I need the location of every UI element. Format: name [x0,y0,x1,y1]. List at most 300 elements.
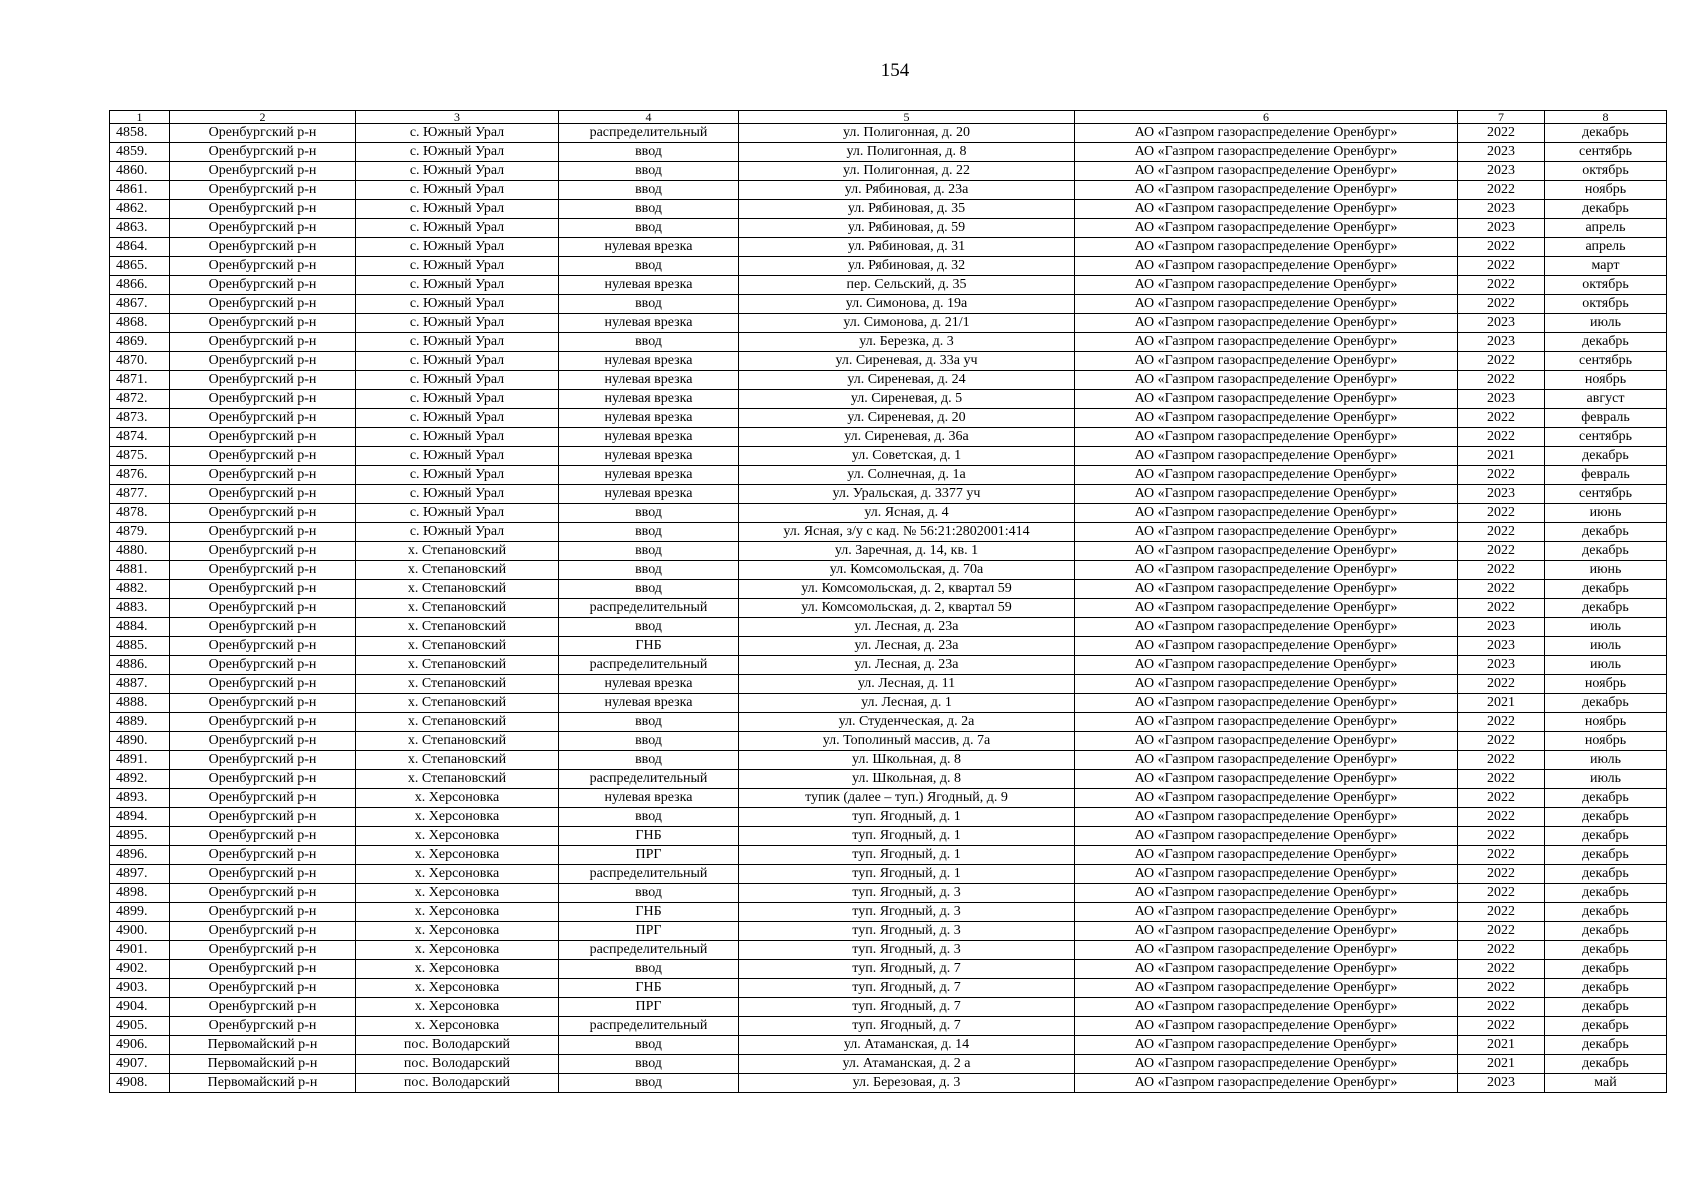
column-header: 6 [1075,111,1458,124]
month-cell: сентябрь [1545,143,1667,162]
district-cell: Оренбургский р-н [170,561,356,580]
operator-cell: АО «Газпром газораспределение Оренбург» [1075,1017,1458,1036]
operator-cell: АО «Газпром газораспределение Оренбург» [1075,827,1458,846]
settlement-cell: х. Степановский [356,542,559,561]
year-cell: 2021 [1458,1055,1545,1074]
operator-cell: АО «Газпром газораспределение Оренбург» [1075,960,1458,979]
district-cell: Оренбургский р-н [170,998,356,1017]
column-header: 7 [1458,111,1545,124]
settlement-cell: с. Южный Урал [356,200,559,219]
district-cell: Первомайский р-н [170,1055,356,1074]
connection-type-cell: распределительный [559,656,739,675]
connection-type-cell: ввод [559,1036,739,1055]
year-cell: 2022 [1458,580,1545,599]
row-number-cell: 4906. [110,1036,170,1055]
address-cell: ул. Комсомольская, д. 2, квартал 59 [739,580,1075,599]
connection-type-cell: ввод [559,181,739,200]
month-cell: декабрь [1545,580,1667,599]
operator-cell: АО «Газпром газораспределение Оренбург» [1075,903,1458,922]
address-cell: туп. Ягодный, д. 3 [739,903,1075,922]
month-cell: декабрь [1545,941,1667,960]
month-cell: ноябрь [1545,181,1667,200]
month-cell: ноябрь [1545,713,1667,732]
table-row [110,143,1667,162]
address-cell: ул. Симонова, д. 19а [739,295,1075,314]
table-row [110,542,1667,561]
settlement-cell: х. Степановский [356,751,559,770]
operator-cell: АО «Газпром газораспределение Оренбург» [1075,143,1458,162]
table-row [110,694,1667,713]
address-cell: ул. Лесная, д. 23а [739,656,1075,675]
address-cell: ул. Полигонная, д. 22 [739,162,1075,181]
address-cell: ул. Сиреневая, д. 24 [739,371,1075,390]
address-cell: ул. Тополиный массив, д. 7а [739,732,1075,751]
row-number-cell: 4902. [110,960,170,979]
connection-type-cell: распределительный [559,941,739,960]
month-cell: декабрь [1545,333,1667,352]
column-header: 8 [1545,111,1667,124]
year-cell: 2022 [1458,1017,1545,1036]
connection-type-cell: распределительный [559,599,739,618]
district-cell: Оренбургский р-н [170,523,356,542]
operator-cell: АО «Газпром газораспределение Оренбург» [1075,1055,1458,1074]
address-cell: ул. Рябиновая, д. 32 [739,257,1075,276]
district-cell: Оренбургский р-н [170,713,356,732]
connection-type-cell: ввод [559,542,739,561]
year-cell: 2022 [1458,751,1545,770]
address-cell: ул. Ясная, з/у с кад. № 56:21:2802001:414 [739,523,1075,542]
operator-cell: АО «Газпром газораспределение Оренбург» [1075,808,1458,827]
month-cell: декабрь [1545,789,1667,808]
table-row [110,865,1667,884]
month-cell: февраль [1545,409,1667,428]
operator-cell: АО «Газпром газораспределение Оренбург» [1075,352,1458,371]
address-cell: туп. Ягодный, д. 1 [739,827,1075,846]
month-cell: декабрь [1545,922,1667,941]
row-number-cell: 4904. [110,998,170,1017]
district-cell: Оренбургский р-н [170,295,356,314]
year-cell: 2022 [1458,960,1545,979]
operator-cell: АО «Газпром газораспределение Оренбург» [1075,523,1458,542]
connection-type-cell: ввод [559,143,739,162]
month-cell: июль [1545,656,1667,675]
month-cell: ноябрь [1545,371,1667,390]
operator-cell: АО «Газпром газораспределение Оренбург» [1075,979,1458,998]
district-cell: Оренбургский р-н [170,618,356,637]
month-cell: декабрь [1545,447,1667,466]
row-number-cell: 4864. [110,238,170,257]
address-cell: ул. Комсомольская, д. 70а [739,561,1075,580]
address-cell: ул. Сиреневая, д. 33а уч [739,352,1075,371]
month-cell: март [1545,257,1667,276]
connection-type-cell: ввод [559,523,739,542]
month-cell: июль [1545,314,1667,333]
operator-cell: АО «Газпром газораспределение Оренбург» [1075,599,1458,618]
address-cell: ул. Школьная, д. 8 [739,751,1075,770]
connection-type-cell: ввод [559,618,739,637]
connection-type-cell: нулевая врезка [559,485,739,504]
month-cell: октябрь [1545,276,1667,295]
row-number-cell: 4867. [110,295,170,314]
table-row [110,276,1667,295]
year-cell: 2022 [1458,808,1545,827]
row-number-cell: 4877. [110,485,170,504]
district-cell: Оренбургский р-н [170,371,356,390]
address-cell: ул. Рябиновая, д. 31 [739,238,1075,257]
connection-type-cell: нулевая врезка [559,694,739,713]
year-cell: 2022 [1458,903,1545,922]
connection-type-cell: ввод [559,219,739,238]
month-cell: декабрь [1545,523,1667,542]
operator-cell: АО «Газпром газораспределение Оренбург» [1075,390,1458,409]
year-cell: 2021 [1458,1036,1545,1055]
address-cell: ул. Ясная, д. 4 [739,504,1075,523]
settlement-cell: х. Херсоновка [356,941,559,960]
settlement-cell: х. Степановский [356,618,559,637]
connection-type-cell: нулевая врезка [559,352,739,371]
year-cell: 2022 [1458,352,1545,371]
settlement-cell: с. Южный Урал [356,390,559,409]
connection-type-cell: нулевая врезка [559,371,739,390]
table-row [110,618,1667,637]
table-row [110,200,1667,219]
operator-cell: АО «Газпром газораспределение Оренбург» [1075,485,1458,504]
settlement-cell: с. Южный Урал [356,295,559,314]
table-row [110,523,1667,542]
year-cell: 2022 [1458,257,1545,276]
connection-type-cell: ввод [559,162,739,181]
operator-cell: АО «Газпром газораспределение Оренбург» [1075,409,1458,428]
table-row [110,238,1667,257]
row-number-cell: 4876. [110,466,170,485]
table-row [110,979,1667,998]
table-row [110,580,1667,599]
settlement-cell: х. Степановский [356,770,559,789]
row-number-cell: 4900. [110,922,170,941]
operator-cell: АО «Газпром газораспределение Оренбург» [1075,314,1458,333]
address-cell: туп. Ягодный, д. 7 [739,998,1075,1017]
operator-cell: АО «Газпром газораспределение Оренбург» [1075,637,1458,656]
table-row [110,732,1667,751]
column-header: 4 [559,111,739,124]
connection-type-cell: ПРГ [559,998,739,1017]
year-cell: 2022 [1458,466,1545,485]
year-cell: 2022 [1458,523,1545,542]
settlement-cell: х. Степановский [356,561,559,580]
district-cell: Оренбургский р-н [170,751,356,770]
year-cell: 2023 [1458,143,1545,162]
address-cell: туп. Ягодный, д. 1 [739,846,1075,865]
operator-cell: АО «Газпром газораспределение Оренбург» [1075,333,1458,352]
district-cell: Оренбургский р-н [170,390,356,409]
address-cell: ул. Заречная, д. 14, кв. 1 [739,542,1075,561]
district-cell: Оренбургский р-н [170,276,356,295]
month-cell: декабрь [1545,865,1667,884]
column-header: 5 [739,111,1075,124]
district-cell: Оренбургский р-н [170,599,356,618]
settlement-cell: с. Южный Урал [356,238,559,257]
address-cell: ул. Полигонная, д. 8 [739,143,1075,162]
year-cell: 2022 [1458,561,1545,580]
district-cell: Оренбургский р-н [170,637,356,656]
address-cell: ул. Березовая, д. 3 [739,1074,1075,1093]
table-row [110,808,1667,827]
table-row [110,713,1667,732]
year-cell: 2023 [1458,162,1545,181]
month-cell: декабрь [1545,1017,1667,1036]
district-cell: Оренбургский р-н [170,865,356,884]
settlement-cell: с. Южный Урал [356,523,559,542]
settlement-cell: х. Степановский [356,637,559,656]
settlement-cell: х. Степановский [356,599,559,618]
operator-cell: АО «Газпром газораспределение Оренбург» [1075,181,1458,200]
table-row [110,504,1667,523]
connection-type-cell: нулевая врезка [559,447,739,466]
month-cell: июль [1545,618,1667,637]
operator-cell: АО «Газпром газораспределение Оренбург» [1075,124,1458,143]
settlement-cell: х. Херсоновка [356,827,559,846]
month-cell: май [1545,1074,1667,1093]
row-number-cell: 4908. [110,1074,170,1093]
connection-type-cell: ГНБ [559,903,739,922]
district-cell: Оренбургский р-н [170,770,356,789]
month-cell: декабрь [1545,808,1667,827]
address-cell: туп. Ягодный, д. 1 [739,865,1075,884]
address-cell: ул. Школьная, д. 8 [739,770,1075,789]
year-cell: 2021 [1458,447,1545,466]
row-number-cell: 4863. [110,219,170,238]
settlement-cell: с. Южный Урал [356,504,559,523]
settlement-cell: х. Херсоновка [356,979,559,998]
operator-cell: АО «Газпром газораспределение Оренбург» [1075,751,1458,770]
table-row [110,466,1667,485]
row-number-cell: 4859. [110,143,170,162]
month-cell: декабрь [1545,1055,1667,1074]
year-cell: 2023 [1458,390,1545,409]
operator-cell: АО «Газпром газораспределение Оренбург» [1075,1074,1458,1093]
district-cell: Оренбургский р-н [170,694,356,713]
column-header: 1 [110,111,170,124]
settlement-cell: с. Южный Урал [356,143,559,162]
row-number-cell: 4881. [110,561,170,580]
month-cell: декабрь [1545,599,1667,618]
district-cell: Оренбургский р-н [170,960,356,979]
district-cell: Оренбургский р-н [170,504,356,523]
district-cell: Оренбургский р-н [170,219,356,238]
month-cell: декабрь [1545,124,1667,143]
address-cell: туп. Ягодный, д. 7 [739,1017,1075,1036]
year-cell: 2023 [1458,618,1545,637]
year-cell: 2022 [1458,770,1545,789]
table-row [110,447,1667,466]
operator-cell: АО «Газпром газораспределение Оренбург» [1075,447,1458,466]
row-number-cell: 4889. [110,713,170,732]
address-cell: туп. Ягодный, д. 3 [739,922,1075,941]
settlement-cell: х. Степановский [356,713,559,732]
operator-cell: АО «Газпром газораспределение Оренбург» [1075,884,1458,903]
address-cell: ул. Атаманская, д. 2 а [739,1055,1075,1074]
connection-type-cell: ввод [559,333,739,352]
district-cell: Оренбургский р-н [170,941,356,960]
settlement-cell: с. Южный Урал [356,333,559,352]
connection-type-cell: распределительный [559,865,739,884]
operator-cell: АО «Газпром газораспределение Оренбург» [1075,998,1458,1017]
settlement-cell: х. Херсоновка [356,922,559,941]
district-cell: Оренбургский р-н [170,200,356,219]
operator-cell: АО «Газпром газораспределение Оренбург» [1075,295,1458,314]
table-row [110,295,1667,314]
settlement-cell: х. Херсоновка [356,884,559,903]
district-cell: Оренбургский р-н [170,542,356,561]
table-row [110,903,1667,922]
settlement-cell: х. Херсоновка [356,998,559,1017]
row-number-cell: 4862. [110,200,170,219]
table-row [110,352,1667,371]
connection-type-cell: нулевая врезка [559,390,739,409]
year-cell: 2022 [1458,238,1545,257]
address-cell: туп. Ягодный, д. 3 [739,884,1075,903]
district-cell: Оренбургский р-н [170,409,356,428]
table-row [110,428,1667,447]
connection-type-cell: распределительный [559,124,739,143]
district-cell: Оренбургский р-н [170,238,356,257]
row-number-cell: 4874. [110,428,170,447]
district-cell: Оренбургский р-н [170,884,356,903]
year-cell: 2022 [1458,504,1545,523]
district-cell: Оренбургский р-н [170,124,356,143]
year-cell: 2023 [1458,637,1545,656]
settlement-cell: с. Южный Урал [356,466,559,485]
row-number-cell: 4901. [110,941,170,960]
table-row [110,390,1667,409]
operator-cell: АО «Газпром газораспределение Оренбург» [1075,504,1458,523]
operator-cell: АО «Газпром газораспределение Оренбург» [1075,276,1458,295]
row-number-cell: 4884. [110,618,170,637]
operator-cell: АО «Газпром газораспределение Оренбург» [1075,865,1458,884]
district-cell: Первомайский р-н [170,1036,356,1055]
operator-cell: АО «Газпром газораспределение Оренбург» [1075,257,1458,276]
row-number-cell: 4894. [110,808,170,827]
settlement-cell: с. Южный Урал [356,314,559,333]
district-cell: Первомайский р-н [170,1074,356,1093]
month-cell: июль [1545,770,1667,789]
connection-type-cell: нулевая врезка [559,238,739,257]
table-row [110,371,1667,390]
year-cell: 2023 [1458,333,1545,352]
table-row [110,1017,1667,1036]
district-cell: Оренбургский р-н [170,162,356,181]
table-row [110,219,1667,238]
settlement-cell: х. Херсоновка [356,846,559,865]
address-cell: ул. Сиреневая, д. 36а [739,428,1075,447]
row-number-cell: 4897. [110,865,170,884]
month-cell: апрель [1545,219,1667,238]
row-number-cell: 4899. [110,903,170,922]
district-cell: Оренбургский р-н [170,922,356,941]
table-row [110,675,1667,694]
row-number-cell: 4875. [110,447,170,466]
address-cell: ул. Солнечная, д. 1а [739,466,1075,485]
month-cell: сентябрь [1545,428,1667,447]
page-number: 154 [880,60,910,81]
month-cell: июль [1545,637,1667,656]
year-cell: 2022 [1458,181,1545,200]
settlement-cell: х. Степановский [356,732,559,751]
connection-type-cell: нулевая врезка [559,276,739,295]
district-cell: Оренбургский р-н [170,485,356,504]
address-cell: ул. Рябиновая, д. 35 [739,200,1075,219]
settlement-cell: с. Южный Урал [356,124,559,143]
row-number-cell: 4860. [110,162,170,181]
row-number-cell: 4861. [110,181,170,200]
row-number-cell: 4883. [110,599,170,618]
connection-type-cell: распределительный [559,770,739,789]
row-number-cell: 4879. [110,523,170,542]
operator-cell: АО «Газпром газораспределение Оренбург» [1075,219,1458,238]
address-cell: ул. Лесная, д. 23а [739,637,1075,656]
table-row [110,485,1667,504]
year-cell: 2022 [1458,979,1545,998]
connection-type-cell: ГНБ [559,827,739,846]
row-number-cell: 4872. [110,390,170,409]
year-cell: 2022 [1458,998,1545,1017]
settlement-cell: с. Южный Урал [356,219,559,238]
table-row [110,960,1667,979]
month-cell: декабрь [1545,979,1667,998]
district-cell: Оренбургский р-н [170,314,356,333]
year-cell: 2022 [1458,599,1545,618]
district-cell: Оренбургский р-н [170,447,356,466]
connection-type-cell: ввод [559,713,739,732]
month-cell: июнь [1545,504,1667,523]
operator-cell: АО «Газпром газораспределение Оренбург» [1075,1036,1458,1055]
row-number-cell: 4892. [110,770,170,789]
table-row [110,257,1667,276]
settlement-cell: с. Южный Урал [356,428,559,447]
connection-type-cell: ввод [559,561,739,580]
row-number-cell: 4895. [110,827,170,846]
connection-type-cell: ПРГ [559,846,739,865]
table-row [110,314,1667,333]
district-cell: Оренбургский р-н [170,143,356,162]
connection-type-cell: ввод [559,884,739,903]
row-number-cell: 4887. [110,675,170,694]
year-cell: 2022 [1458,922,1545,941]
year-cell: 2021 [1458,694,1545,713]
district-cell: Оренбургский р-н [170,903,356,922]
connection-type-cell: нулевая врезка [559,466,739,485]
table-header-row [110,111,1667,124]
year-cell: 2022 [1458,713,1545,732]
row-number-cell: 4898. [110,884,170,903]
year-cell: 2023 [1458,314,1545,333]
table-row [110,884,1667,903]
settlement-cell: х. Степановский [356,656,559,675]
row-number-cell: 4871. [110,371,170,390]
table-row [110,941,1667,960]
settlement-cell: х. Херсоновка [356,903,559,922]
operator-cell: АО «Газпром газораспределение Оренбург» [1075,770,1458,789]
row-number-cell: 4885. [110,637,170,656]
connection-type-cell: нулевая врезка [559,675,739,694]
district-cell: Оренбургский р-н [170,789,356,808]
operator-cell: АО «Газпром газораспределение Оренбург» [1075,618,1458,637]
address-cell: ул. Симонова, д. 21/1 [739,314,1075,333]
row-number-cell: 4891. [110,751,170,770]
settlement-cell: х. Херсоновка [356,865,559,884]
operator-cell: АО «Газпром газораспределение Оренбург» [1075,162,1458,181]
month-cell: август [1545,390,1667,409]
